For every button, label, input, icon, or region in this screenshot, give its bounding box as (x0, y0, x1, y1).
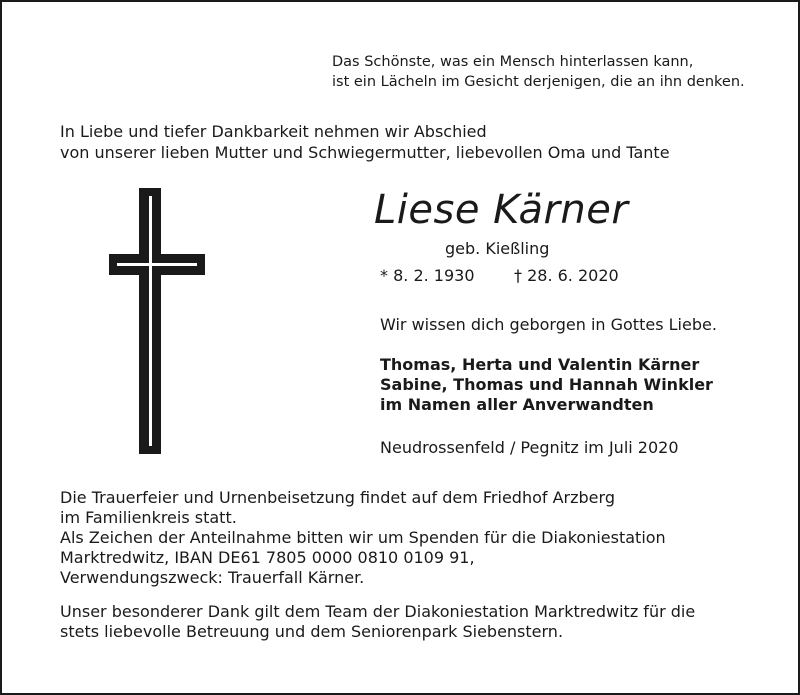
maiden-name: geb. Kießling (445, 239, 550, 258)
thanks-text (60, 602, 695, 642)
place-and-date: Neudrossenfeld / Pegnitz im Juli 2020 (380, 438, 679, 457)
intro-line: In Liebe und tiefer Dankbarkeit nehmen wir Abschied (60, 122, 487, 141)
death-date: † 28. 6. 2020 (514, 266, 619, 285)
intro-line: von unserer lieben Mutter und Schwiegermutter, liebevollen Oma und Tante (60, 143, 670, 162)
details-line: Verwendungszweck: Trauerfall Kärner. (60, 568, 365, 587)
deceased-name: Liese Kärner (374, 187, 629, 233)
details-line: Marktredwitz, IBAN DE61 7805 0000 0810 0109 91, (60, 548, 475, 567)
mourner-line: Thomas, Herta und Valentin Kärner (380, 355, 700, 374)
christian-cross-icon (109, 188, 205, 454)
quote-line: ist ein Lächeln im Gesicht derjenigen, die an ihn denken. (332, 74, 745, 90)
thanks-line: Unser besonderer Dank gilt dem Team der Diakoniestation Marktredwitz für die (60, 602, 696, 621)
mourner-line: Sabine, Thomas und Hannah Winkler (380, 375, 713, 394)
faith-line: Wir wissen dich geborgen in Gottes Liebe. (380, 315, 717, 334)
details-line: Als Zeichen der Anteilnahme bitten wir um Spenden für die Diakoniestation (60, 528, 666, 547)
mourner-line: im Namen aller Anverwandten (380, 395, 654, 414)
mourners-list (380, 355, 713, 415)
funeral-details (60, 488, 666, 588)
birth-date: * 8. 2. 1930 (380, 266, 475, 285)
quote-line: Das Schönste, was ein Mensch hinterlassen kann, (332, 54, 694, 70)
thanks-line: stets liebevolle Betreuung und dem Seniorenpark Siebenstern. (60, 622, 564, 641)
details-line: im Familienkreis statt. (60, 508, 237, 527)
memorial-quote (332, 52, 745, 92)
details-line: Die Trauerfeier und Urnenbeisetzung findet auf dem Friedhof Arzberg (60, 488, 615, 507)
intro-text (60, 121, 670, 163)
